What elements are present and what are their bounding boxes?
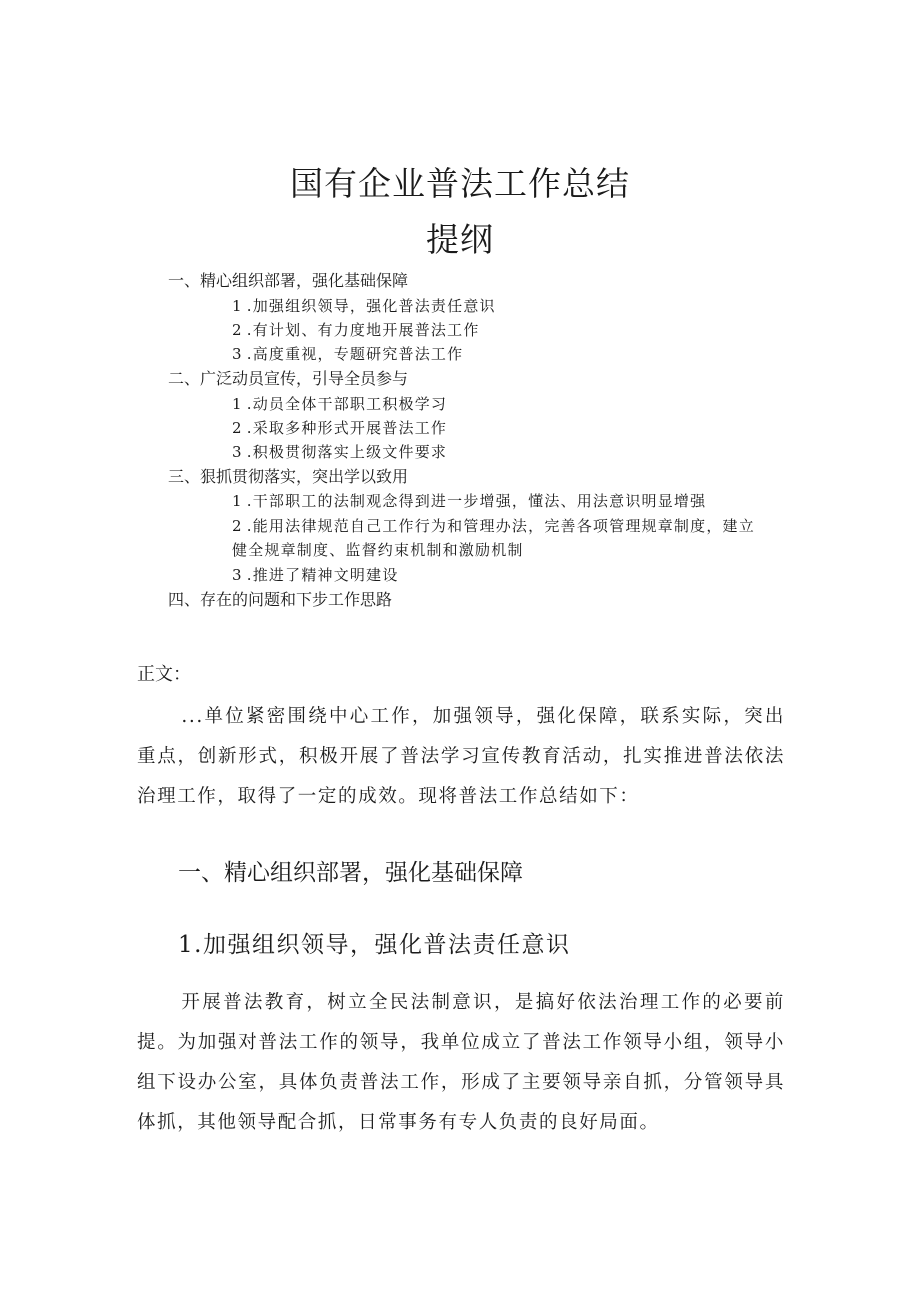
outline-item-3-1 [232, 490, 706, 512]
item-number: 1 [232, 395, 243, 413]
document-title: 国有企业普法工作总结 [290, 164, 630, 203]
outline-heading-4: 四、存在的问题和下步工作思路 [168, 590, 393, 609]
outline-item-3-2-continuation: 健全规章制度、监督约束机制和激励机制 [232, 541, 524, 559]
outline-item-1-2 [232, 319, 480, 341]
item-number: 3 [232, 566, 243, 584]
subsection-heading: 1.加强组织领导，强化普法责任意识 [178, 932, 571, 958]
body-paragraph: 开展普法教育，树立全民法制意识，是搞好依法治理工作的必要前提。为加强对普法工作的领导，我单位成立了普法工作领导小组，领导小组下设办公室，具体负责普法工作，形成了主要领导亲自抓，分管领导具体抓，其他领导配合抓，日常事务有专人负责的良好局面。 [137, 992, 785, 1133]
outline-item-1-3 [232, 343, 463, 365]
outline-title: 提纲 [426, 220, 494, 259]
outline-heading-1: 一、精心组织部署，强化基础保障 [168, 271, 409, 290]
item-number: 3 [232, 345, 243, 363]
outline-heading-3: 三、狠抓贯彻落实，突出学以致用 [168, 467, 409, 486]
outline-item-2-1 [232, 393, 447, 415]
item-text: .能用法律规范自己工作行为和管理办法，完善各项管理规章制度，建立 [246, 517, 755, 535]
item-number: 3 [232, 443, 243, 461]
outline-heading-2: 二、广泛动员宣传，引导全员参与 [168, 369, 409, 388]
item-text: .加强组织领导，强化普法责任意识 [246, 297, 496, 315]
item-number: 2 [232, 419, 243, 437]
outline-item-3-3 [232, 564, 399, 586]
item-text: .干部职工的法制观念得到进一步增强，懂法、用法意识明显增强 [246, 492, 707, 510]
item-text: .积极贯彻落实上级文件要求 [246, 443, 448, 461]
body-label: 正文： [137, 664, 191, 685]
outline-item-2-3 [232, 441, 447, 463]
intro-paragraph: ...单位紧密围绕中心工作，加强领导，强化保障，联系实际，突出重点，创新形式，积极开展了普法学习宣传教育活动，扎实推进普法依法治理工作，取得了一定的成效。现将普法工作总结如下： [137, 706, 785, 807]
item-text: .采取多种形式开展普法工作 [246, 419, 448, 437]
outline-item-3-2 [232, 515, 755, 537]
item-number: 1 [232, 492, 243, 510]
item-number: 1 [232, 297, 243, 315]
outline-item-1-1 [232, 295, 496, 317]
item-number: 2 [232, 517, 243, 535]
item-text: .高度重视，专题研究普法工作 [246, 345, 464, 363]
section-heading: 一、精心组织部署，强化基础保障 [178, 860, 523, 886]
item-number: 2 [232, 321, 243, 339]
outline-item-2-2 [232, 417, 447, 439]
item-text: .动员全体干部职工积极学习 [246, 395, 448, 413]
item-text: .有计划、有力度地开展普法工作 [246, 321, 480, 339]
item-text: .推进了精神文明建设 [246, 566, 399, 584]
